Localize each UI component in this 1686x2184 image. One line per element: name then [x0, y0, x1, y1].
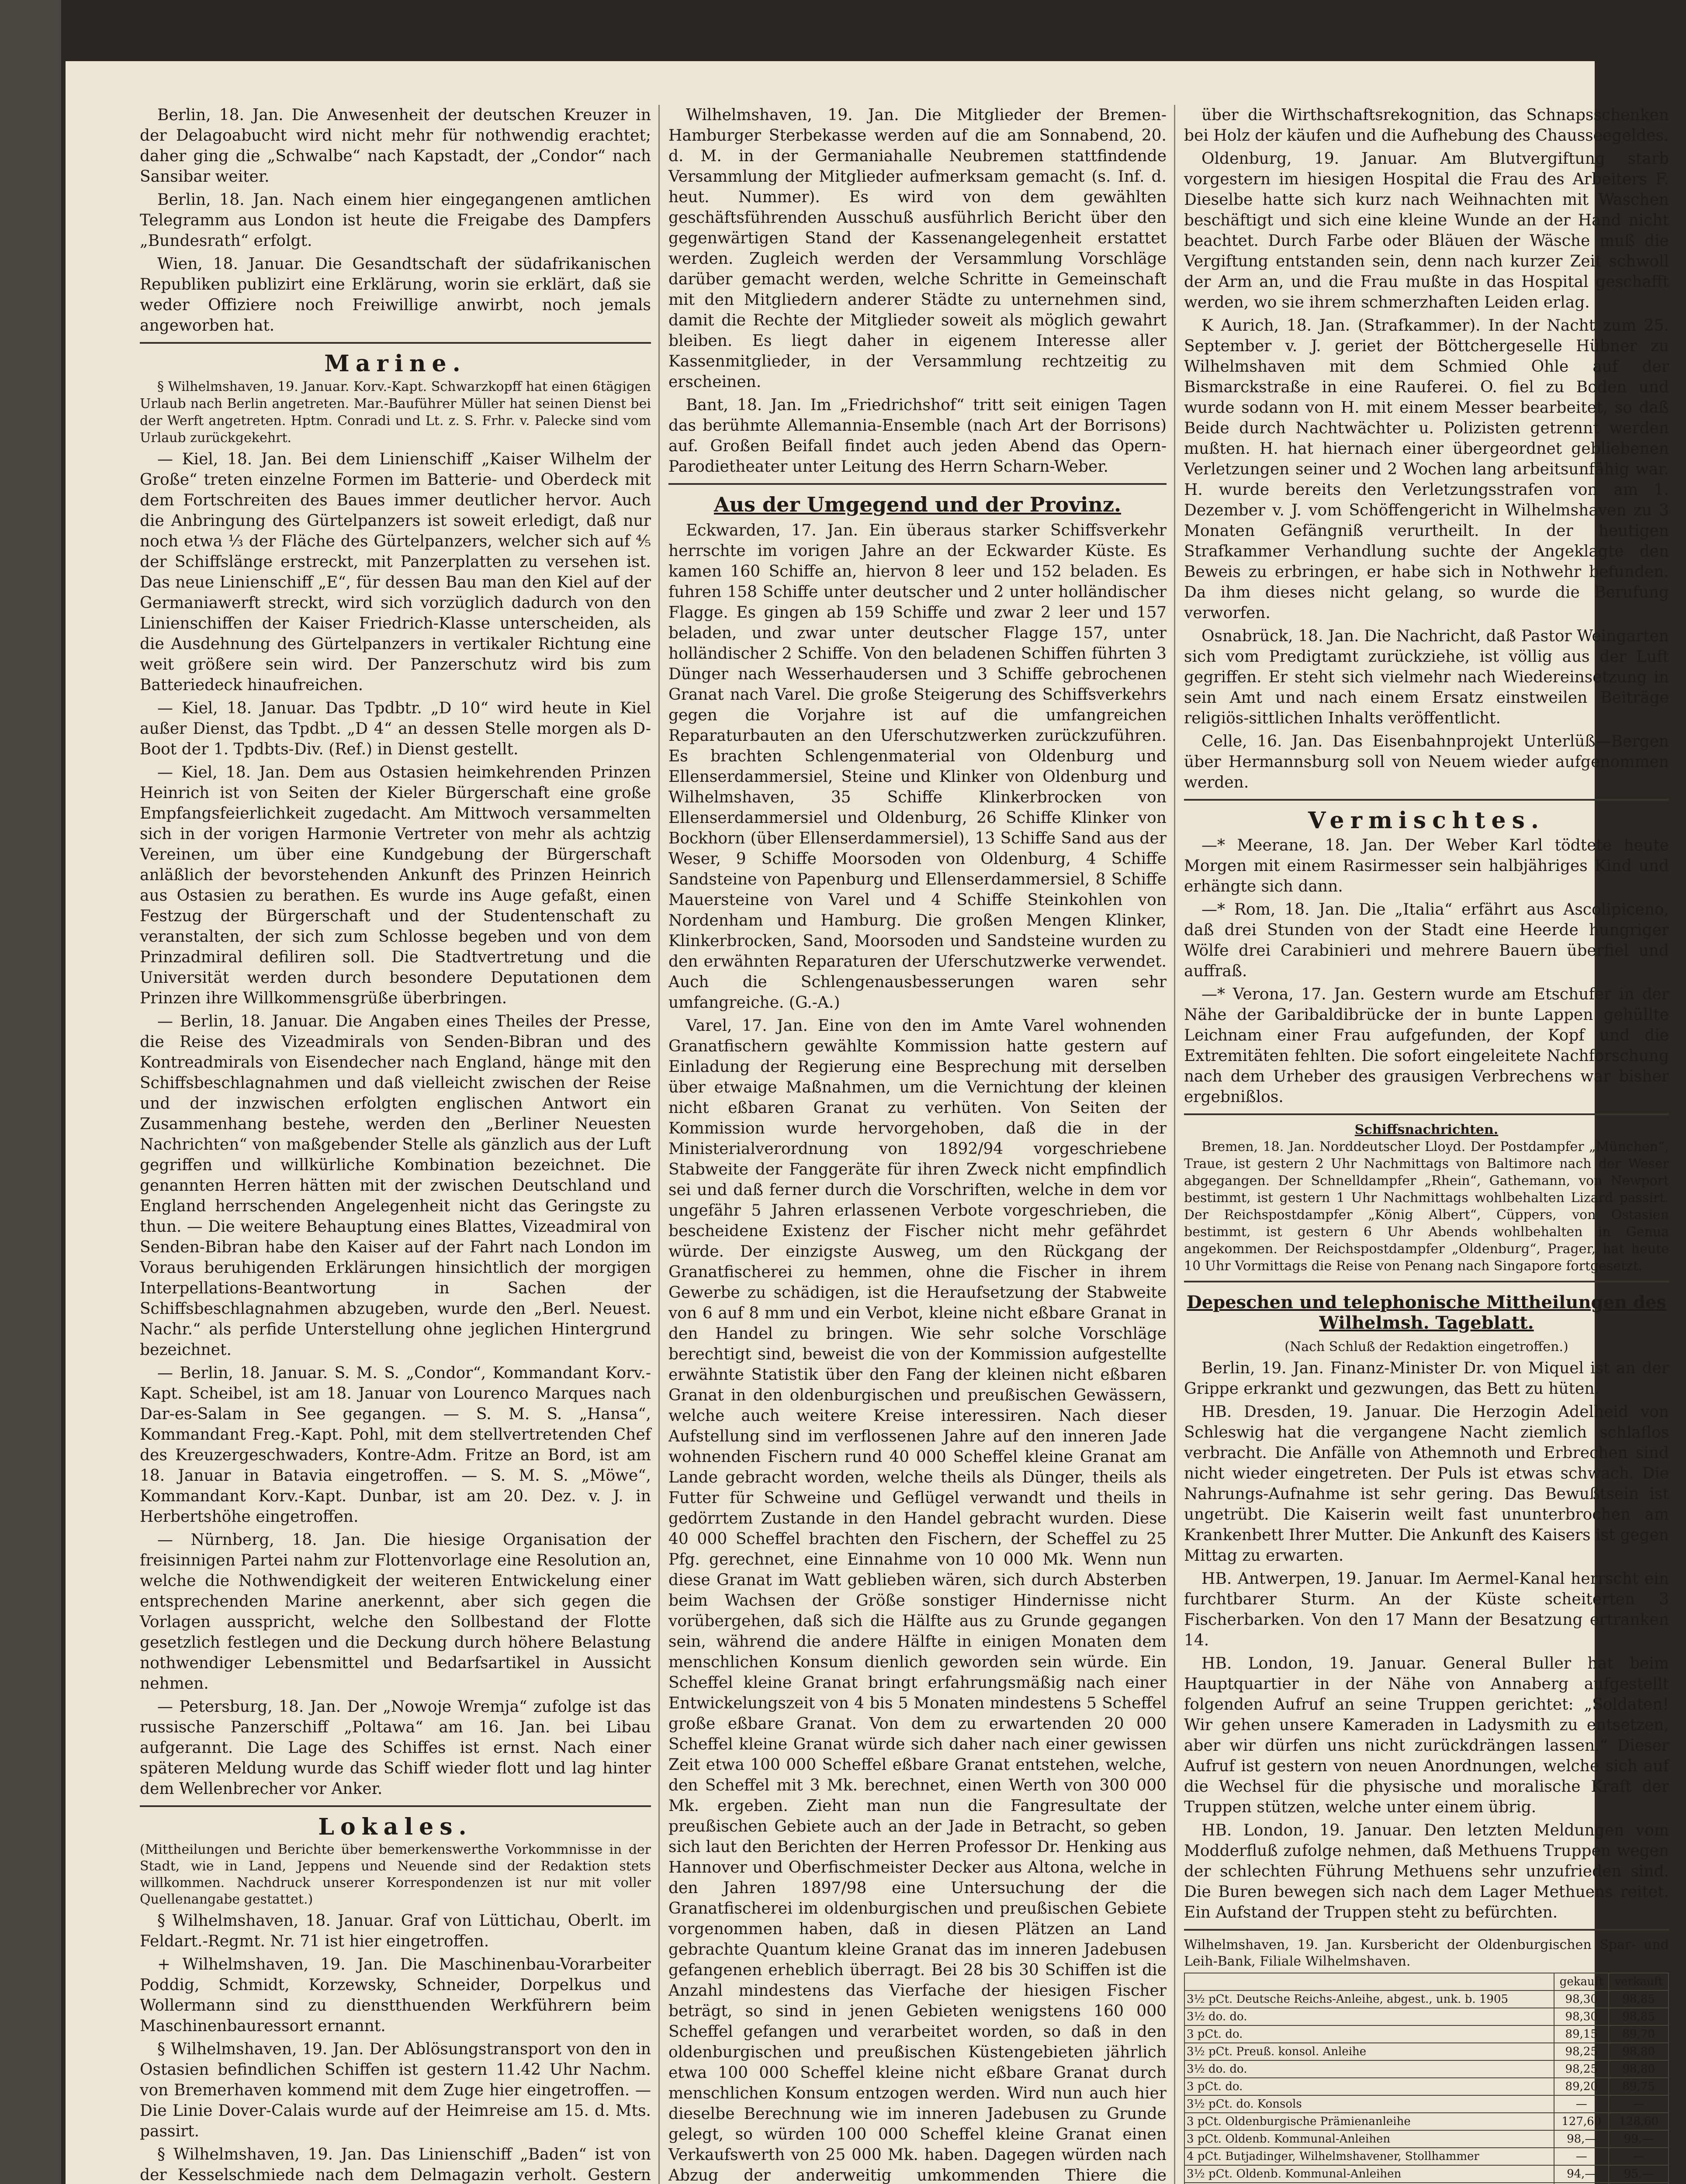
- article: — Berlin, 18. Januar. S. M. S. „Condor“, Kommandant Korv.-Kapt. Scheibel, ist am 18. Januar von Lourenco Marques nach Dar-es-Salam in See gegangen. — S. M. S. „Hansa“, Kommandant Freg.-Kapt. Pohl, mit dem stellvertretenden Chef des Kreuzergeschwaders, Kontre-Adm. Fritze an Bord, ist am 18. Januar in Batavia eingetroffen. — S. M. S. „Möwe“, Kommandant Korv.-Kapt. Dunbar, ist am 20. Dez. v. J. in Herbertshöhe eingetroffen.: [140, 1364, 651, 1526]
- article: —* Rom, 18. Jan. Die „Italia“ erfährt aus Ascolipiceno, daß drei Stunden von der Stadt eine Heerde hungriger Wölfe drei Carabinieri und mehrere Bauern überfiel und auffraß.: [1184, 901, 1669, 980]
- column-2: [668, 105, 1167, 2184]
- section-heading-marine: Marine.: [324, 350, 467, 377]
- article: § Wilhelmshaven, 19. Januar. Korv.-Kapt. Schwarzkopff hat einen 6tägigen Urlaub nach Berlin angetreten. Mar.-Bauführer Müller hat seinen Dienst bei der Werft angetreten. Hptm. Conradi und Lt. z. S. Frhr. v. Palecke sind vom Urlaub zurückgekehrt.: [140, 379, 651, 446]
- bank-rate-row: [1184, 2025, 1669, 2043]
- article: Osnabrück, 18. Jan. Die Nachricht, daß Pastor Weingarten sich vom Predigtamt zurückziehe, ist völlig aus der Luft gegriffen. Er steht sich vielmehr nach Wiedereinsetzung in sein Amt und nach einem Ersatz einstweilen Beiträge religiös-sittlichen Inhalts veröffentlicht.: [1184, 627, 1669, 727]
- article: § Wilhelmshaven, 18. Januar. Graf von Lüttichau, Oberlt. im Feldart.-Regmt. Nr. 71 ist hier eingetroffen.: [140, 1912, 651, 1950]
- article: über die Wirthschaftsrekognition, das Schnapsschenken bei Holz der käufen und die Aufhebung des Chausseegeldes.: [1184, 106, 1669, 145]
- article: § Wilhelmshaven, 19. Jan. Das Linienschiff „Baden“ ist von der Kesselschmiede nach dem Delmagazin verholt. Gestern: [140, 2146, 651, 2184]
- table-cell: 3½ do. do.: [1184, 2060, 1554, 2078]
- table-cell: 98,30: [1554, 2008, 1609, 2025]
- divider: [668, 483, 1167, 485]
- divider: [1184, 1113, 1669, 1115]
- table-cell: 128,60: [1609, 2113, 1669, 2130]
- article: HB. London, 19. Januar. General Buller hat beim Hauptquartier in der Nähe von Annaberg aufgestellt folgenden Aufruf an seine Truppen gerichtet: „Soldaten! Wir gehen unsere Kameraden in Ladysmith zu entsetzen, aber wir dürfen uns nicht zurückdrängen lassen.“ Dieser Aufruf ist gestern von neuen Anordnungen, welche sich auf die Wechsel für die physische und moralische Kraft der Truppen stützen, welche unter einem übrig.: [1184, 1655, 1669, 1816]
- section-heading-vermischtes: Vermischtes.: [1308, 807, 1545, 834]
- table-header-cell: gekauft: [1554, 1973, 1609, 1990]
- article: Berlin, 19. Jan. Finanz-Minister Dr. von Miquel ist an der Grippe erkrankt und gezwungen, das Bett zu hüten.: [1184, 1359, 1669, 1398]
- column-1: [140, 105, 651, 2184]
- article: Celle, 16. Jan. Das Eisenbahnprojekt Unterlüß—Bergen über Hermannsburg soll von Neuem wieder aufgenommen werden.: [1184, 733, 1669, 791]
- table-cell: 98,85: [1609, 2008, 1669, 2025]
- article: — Nürnberg, 18. Jan. Die hiesige Organisation der freisinnigen Partei nahm zur Flottenvorlage eine Resolution an, welche die Nothwendigkeit der weiteren Entwickelung einer entsprechenden Marine anerkennt, aber sich gegen die Vorlagen ausspricht, welche den Sollbestand der Flotte gesetzlich festlegen und die Deckung durch höhere Belastung nothwendiger Lebensmittel und Bedarfsartikel in Aussicht nehmen.: [140, 1531, 651, 1693]
- table-cell: 3½ pCt. Oldenb. Kommunal-Anleihen: [1184, 2165, 1554, 2183]
- article: Oldenburg, 19. Januar. Am Blutvergiftung starb vorgestern im hiesigen Hospital die Frau des Arbeiters F. Dieselbe hatte sich kurz nach Weihnachten mit Waschen beschäftigt und sich eine kleine Wunde an der Hand nicht beachtet. Durch Farbe oder Bläuen der Wäsche muß die Vergiftung entstanden sein, denn nach kurzer Zeit schwoll der Arm an, und die Frau mußte in das Hospital geschafft werden, wo sie ihrem schmerzhaften Leiden erlag.: [1184, 150, 1669, 311]
- article: Berlin, 18. Jan. Die Anwesenheit der deutschen Kreuzer in der Delagoabucht wird nicht mehr für nothwendig erachtet; daher ging die „Schwalbe“ nach Kapstadt, der „Condor“ nach Sansibar weiter.: [140, 106, 651, 186]
- article: — Berlin, 18. Januar. Die Angaben eines Theiles der Presse, die Reise des Vizeadmirals von Senden-Bibran und des Kontreadmirals von Eisendecher nach England, hänge mit den Schiffsbeschlagnahmen und daß vielleicht zwischen der Reise und der inzwischen erfolgten englischen Antwort ein Zusammenhang bestehe, werden den „Berliner Neuesten Nachrichten“ von maßgebender Stelle als gänzlich aus der Luft gegriffen und willkürliche Kombination bezeichnet. Die genannten Herren hätten mit der zwischen Deutschland und England herrschenden Angelegenheit nicht das Geringste zu thun. — Die weitere Behauptung eines Blattes, Vizeadmiral von Senden-Bibran habe den Kaiser auf der Fahrt nach London im Voraus beruhigenden Erklärungen hinsichtlich der morgigen Interpellations-Beantwortung in Sachen der Schiffsbeschlagnahmen abzugeben, wurde den „Berl. Neuest. Nachr.“ als perfide Unterstellung ohne jeglichen Hintergrund bezeichnet.: [140, 1013, 651, 1359]
- divider: [1184, 799, 1669, 801]
- table-cell: 89,15: [1554, 2025, 1609, 2043]
- table-cell: —: [1554, 2148, 1609, 2165]
- column-rule: [658, 105, 660, 2184]
- article: Bremen, 18. Jan. Norddeutscher Lloyd. Der Postdampfer „München“, Traue, ist gestern 2 Uhr Nachmittags von Baltimore nach der Weser abgegangen. Der Schnelldampfer „Rhein“, Gathemann, von Newport bestimmt, ist gestern 1 Uhr Nachmittags wohlbehalten Lizard passirt. Der Reichspostdampfer „König Albert“, Cüppers, von Ostasien bestimmt, ist gestern 6 Uhr Abends wohlbehalten in Genua angekommen. Der Reichspostdampfer „Oldenburg“, Prager, hat heute 10 Uhr Vormittags die Reise von Penang nach Singapore fortgesetzt.: [1184, 1139, 1669, 1274]
- table-cell: 89,75: [1609, 2078, 1669, 2095]
- table-header-cell: verkauft: [1609, 1973, 1669, 1990]
- table-cell: 98,80: [1609, 2060, 1669, 2078]
- divider: [1184, 1929, 1669, 1931]
- bank-rate-row: [1184, 2060, 1669, 2078]
- table-cell: 3½ do. do.: [1184, 2008, 1554, 2025]
- article: Wilhelmshaven, 19. Jan. Die Mitglieder der Bremen-Hamburger Sterbekasse werden auf die am Sonnabend, 20. d. M. in der Germaniahalle Neubremen stattfindende Versammlung der Mitglieder aufmerksam gemacht (s. Inf. d. heut. Nummer). Es wird von dem gewählten geschäftsführenden Ausschuß ausführlich Bericht über den gegenwärtigen Stand der Kassenangelegenheit erstattet werden. Zugleich werden der Versammlung Vorschläge darüber gemacht werden, welche Schritte in Gemeinschaft mit den Mitgliedern anderer Städte zu unternehmen sind, damit die Rechte der Mitglieder soweit als möglich gewahrt bleiben. Es liegt daher in eigenem Interesse aller Kassenmitglieder, in der Versammlung rechtzeitig zu erscheinen.: [668, 106, 1167, 391]
- bank-rate-row: [1184, 2130, 1669, 2148]
- article: — Kiel, 18. Jan. Bei dem Linienschiff „Kaiser Wilhelm der Große“ treten einzelne Formen im Batterie- und Oberdeck mit dem Fortschreiten des Baues immer deutlicher hervor. Auch die Anbringung des Gürtelpanzers ist soweit erledigt, daß nur noch etwa ⅓ der Fläche des Gürtelpanzers, welcher sich auf ⅘ der Schiffslänge erstreckt, mit Panzerplatten zu versehen ist. Das neue Linienschiff „E“, für dessen Bau man den Kiel auf der Germaniawerft streckt, wird sich vorzüglich dadurch von den Linienschiffen der Kaiser Friedrich-Klasse unterscheiden, als die Ausdehnung des Gürtelpanzers in vertikaler Richtung eine weit größere sein wird. Der Panzerschutz wird bis zum Batteriedeck hinaufreichen.: [140, 450, 651, 694]
- table-cell: 89,70: [1609, 2025, 1669, 2043]
- bank-rate-row: [1184, 2008, 1669, 2025]
- article: K Aurich, 18. Jan. (Strafkammer). In der Nacht zum 25. September v. J. geriet der Böttchergeselle Hübner zu Wilhelmshaven mit dem Schmied Ohle auf der Bismarckstraße in eine Rauferei. O. fiel zu Boden und wurde sodann von H. mit einem Messer bearbeitet, so daß Beide durch Nachtwächter u. Polizisten getrennt werden mußten. H. hat hiernach einer übergeordnet gebliebenen Verletzungen seiner und 2 Wochen lang arbeitsunfähig war. H. wurde bereits den Verletzungsstrafen von am 1. Dezember v. J. vom Schöffengericht in Wilhelmshaven zu 3 Monaten Gefängniß verurtheilt. In der heutigen Strafkammer Verhandlung suchte der Angeklagte den Beweis zu erbringen, er habe sich in Nothwehr befunden. Da ihm dieses nicht gelang, so wurde die Berufung verworfen.: [1184, 317, 1669, 622]
- bank-rate-row: [1184, 2043, 1669, 2060]
- article: Wien, 18. Januar. Die Gesandtschaft der südafrikanischen Republiken publizirt eine Erklärung, worin sie erklärt, daß sie weder Offiziere noch Freiwillige anwirbt, noch jemals angeworben hat.: [140, 255, 651, 335]
- table-cell: 3½ pCt. do. Konsols: [1184, 2095, 1554, 2113]
- table-cell: 3½ pCt. Deutsche Reichs-Anleihe, abgest., unk. b. 1905: [1184, 1990, 1554, 2008]
- bank-rate-row: [1184, 2148, 1669, 2165]
- divider: [140, 1805, 651, 1807]
- table-cell: 89,20: [1554, 2078, 1609, 2095]
- table-cell: 127,60: [1554, 2113, 1609, 2130]
- article: HB. London, 19. Januar. Den letzten Meldungen vom Modderfluß zufolge nehmen, daß Methuens Truppen wegen der schlechten Führung Methuens sehr unzufrieden sind. Die Buren bewegen sich nach dem Lager Methuens reitet. Ein Aufstand der Truppen steht zu befürchten.: [1184, 1821, 1669, 1921]
- table-cell: 3½ pCt. Preuß. konsol. Anleihe: [1184, 2043, 1554, 2060]
- article: HB. Dresden, 19. Januar. Die Herzogin Adelheid von Schleswig hat die vergangene Nacht ziemlich schlaflos verbracht. Die Anfälle von Athemnoth und Erbrechen sind nicht wieder eingetreten. Der Puls ist etwas schwach. Die Nahrungs-Aufnahme ist sehr gering. Das Bewußtsein ist ungetrübt. Die Kaiserin weilt fast ununterbrochen am Krankenbett Ihrer Mutter. Die Ankunft des Kaisers ist gegen Mittag zu erwarten.: [1184, 1403, 1669, 1565]
- table-cell: 94,—: [1554, 2165, 1609, 2183]
- table-cell: 98,25: [1554, 2043, 1609, 2060]
- article: —* Meerane, 18. Jan. Der Weber Karl tödtete heute Morgen mit einem Rasirmesser sein halbjähriges Kind und erhängte sich dann.: [1184, 836, 1669, 895]
- table-cell: 98,25: [1554, 2060, 1609, 2078]
- section-heading-depeschen: Depeschen und telephonische Mittheilungen des Wilhelmsh. Tageblatt.: [1187, 1292, 1666, 1333]
- table-cell: 98,80: [1609, 2043, 1669, 2060]
- bank-rate-row: [1184, 2095, 1669, 2113]
- article: + Wilhelmshaven, 19. Jan. Die Maschinenbau-Vorarbeiter Poddig, Schmidt, Korzewsky, Schneider, Dorpelkus und Wollermann sind zu dienstthuenden Werkführern beim Maschinenbauressort ernannt.: [140, 1956, 651, 2035]
- article: Berlin, 18. Jan. Nach einem hier eingegangenen amtlichen Telegramm aus London ist heute die Freigabe des Dampfers „Bundesrath“ erfolgt.: [140, 191, 651, 250]
- table-cell: 3 pCt. do.: [1184, 2078, 1554, 2095]
- bank-rate-row: [1184, 2078, 1669, 2095]
- table-cell: —: [1554, 2095, 1609, 2113]
- table-cell: 98,85: [1609, 1990, 1669, 2008]
- table-cell: 4 pCt. Butjadinger, Wilhelmshavener, Stollhammer: [1184, 2148, 1554, 2165]
- bank-rate-row: [1184, 2113, 1669, 2130]
- table-cell: 3 pCt. Oldenb. Kommunal-Anleihen: [1184, 2130, 1554, 2148]
- divider: [140, 342, 651, 344]
- table-cell: 3 pCt. do.: [1184, 2025, 1554, 2043]
- article: Eckwarden, 17. Jan. Ein überaus starker Schiffsverkehr herrschte im vorigen Jahre an der Eckwarder Küste. Es kamen 160 Schiffe an, hiervon 8 leer und 152 beladen. Es fuhren 158 Schiffe unter deutscher und 2 unter holländischer Flagge. Es gingen ab 159 Schiffe und zwar 2 leer und 157 beladen, und zwar unter deutscher Flagge 157, unter holländischer 2 Schiffe. Von den beladenen Schiffen führten 3 Dünger nach Wesserhaudersen und 3 Schiffe gebrochenen Granat nach Varel. Die große Steigerung des Schiffsverkehrs gegen die Vorjahre ist auf die umfangreichen Reparaturbauten an den Uferschutzwerken zurückzuführen. Es brachten Schlengenmaterial von Oldenburg und Ellenserdammersiel, Steine und Klinker von Oldenburg und Wilhelmshaven, 35 Schiffe Klinkerbrocken von Ellenserdammersiel und Oldenburg, 26 Schiffe Klinker von Bockhorn (über Ellenserdammersiel), 13 Schiffe Sand aus der Weser, 9 Schiffe Moorsoden von Oldenburg, 4 Schiffe Sandsteine von Papenburg und Ellenserdammersiel, 8 Schiffe Mauersteine von Varel und 4 Schiffe Steinkohlen von Nordenham und Hamburg. Die großen Mengen Klinker, Klinkerbrocken, Sand, Moorsoden und Sandsteine wurden zu den erwähnten Reparaturen der Uferschutzwerke verwendet. Auch die Schlengenausbesserungen waren sehr umfangreiche. (G.-A.): [668, 522, 1167, 1012]
- article: HB. Antwerpen, 19. Januar. Im Aermel-Kanal herrscht ein furchtbarer Sturm. An der Küste scheiterten 3 Fischerbarken. Von den 17 Mann der Besatzung ertranken 14.: [1184, 1570, 1669, 1649]
- bank-rates-table: [1184, 1973, 1669, 2184]
- section-heading-lokales: Lokales.: [318, 1814, 473, 1840]
- column-3: [1184, 105, 1669, 2184]
- table-cell: 98,30: [1554, 1990, 1609, 2008]
- binding-margin: [0, 0, 61, 2184]
- article: Bant, 18. Jan. Im „Friedrichshof“ tritt seit einigen Tagen das berühmte Allemannia-Ensemble (nach Art der Borrisons) auf. Großen Beifall findet auch jeden Abend das Opern-Parodietheater unter Leitung des Herrn Scharn-Weber.: [668, 396, 1167, 476]
- article: § Wilhelmshaven, 19. Jan. Der Ablösungstransport von den in Ostasien befindlichen Schiffen ist gestern 11.42 Uhr Nachm. von Bremerhaven kommend mit dem Zuge hier eingetroffen. — Die Linie Dover-Calais wurde auf der Heimreise am 15. d. Mts. passirt.: [140, 2040, 651, 2140]
- article: —* Verona, 17. Jan. Gestern wurde am Etschufer in der Nähe der Garibaldibrücke der in bunte Lappen gehüllte Leichnam einer Frau aufgefunden, der Kopf und die Extremitäten fehlten. Die sofort eingeleitete Nachforschung nach dem Urheber des grausigen Verbrechens war bisher ergebnißlos.: [1184, 985, 1669, 1106]
- article: — Kiel, 18. Jan. Dem aus Ostasien heimkehrenden Prinzen Heinrich ist von Seiten der Kieler Bürgerschaft eine große Empfangsfeierlichkeit zugedacht. Am Mittwoch versammelten sich in der vorigen Harmonie Vertreter von mehr als achtzig Vereinen, um über eine Kundgebung der Bürgerschaft anläßlich der bevorstehenden Ankunft des Prinzen Heinrich aus Ostasien zu berathen. Es wurde ins Auge gefaßt, einen Festzug der Bürgerschaft und der Studentenschaft zu veranstalten, der sich zum Schlosse begeben und von dem Prinzadmiral defiliren soll. Die Stadtvertretung und die Universität werden durch besondere Deputationen dem Prinzen ihre Willkommensgrüße überbringen.: [140, 764, 651, 1007]
- bank-rate-row: [1184, 1990, 1669, 2008]
- section-heading-schiffsnachrichten: Schiffsnachrichten.: [1354, 1122, 1499, 1137]
- column-rule: [1174, 105, 1175, 2184]
- bank-report-title: Wilhelmshaven, 19. Jan. Kursbericht der Oldenburgischen Spar- und Leih-Bank, Filiale Wilhelmshaven.: [1184, 1937, 1669, 1969]
- table-cell: 3 pCt. Oldenburgische Prämienanleihe: [1184, 2113, 1554, 2130]
- table-header-cell: [1184, 1973, 1554, 1990]
- divider: [1184, 1281, 1669, 1282]
- editorial-note: (Nach Schluß der Redaktion eingetroffen.): [1284, 1339, 1568, 1355]
- bank-rate-row: [1184, 2165, 1669, 2183]
- table-cell: 95,—: [1609, 2165, 1669, 2183]
- section-heading-provinz: Aus der Umgegend und der Provinz.: [713, 493, 1122, 516]
- table-cell: —: [1609, 2148, 1669, 2165]
- editorial-note: (Mittheilungen und Berichte über bemerkenswerthe Vorkommnisse in der Stadt, wie in Land, Jeppens und Neuende sind der Redaktion stets willkommen. Nachdruck unserer Korrespondenzen ist nur mit voller Quellenangabe gestattet.): [140, 1842, 651, 1907]
- table-cell: 98,—: [1554, 2130, 1609, 2148]
- article: Varel, 17. Jan. Eine von den im Amte Varel wohnenden Granatfischern gewählte Kommission hatte gestern auf Einladung der Regierung eine Besprechung mit derselben über etwaige Maßnahmen, um die Vernichtung der kleinen nicht eßbaren Granat zu verhüten. Von Seiten der Kommission wurde hervorgehoben, daß die in der Ministerialverordnung von 1892/94 vorgeschriebene Stabweite der Fanggeräte für ihren Zweck nicht empfindlich sei und daß ferner durch die Vorschriften, welche in dem vor ungefähr 5 Jahren erlassenen Verbote vorgeschrieben, die bescheidene Existenz der Fischer nicht mehr gefährdet würde. Der einzigste Ausweg, um den Rückgang der Granatfischerei zu hemmen, ohne die Fischer in ihrem Gewerbe zu schädigen, ist die Heraufsetzung der Stabweite von 6 auf 8 mm und ein Verbot, kleine nicht eßbare Granat in den Handel zu bringen. Wie sehr solche Vorschläge berechtigt sind, beweist die von der Kommission aufgestellte erwähnte Statistik über den Fang der kleinen nicht eßbaren Granat in den oldenburgischen und preußischen Gewässern, welche auch weitere Kreise interessiren. Nach dieser Aufstellung sind im verflossenen Jahre auf den inneren Jade wohnenden Fischern rund 40 000 Scheffel kleine Granat am Lande gebracht worden, welche theils als Dünger, theils als Futter für Schweine und Geflügel verwandt und theils in gedörrtem Zustande in den Handel gebracht wurden. Diese 40 000 Scheffel brachten den Fischern, der Scheffel zu 25 Pfg. gerechnet, eine Einnahme von 10 000 Mk. Wenn nun diese Granat im Watt geblieben wären, sich durch Absterben beim Wachsen der Größe sonstiger Hindernisse nicht vorübergehen, daß sich die Hälfte aus zu Grunde gegangen sein, während die andere Hälfte in einigen Monaten dem menschlichen Konsum dienlich geworden sein würde. Ein Scheffel kleine Granat bringt erfahrungsmäßig nach einer Entwickelungszeit von 4 bis 5 Monaten mindestens 5 Scheffel große eßbare Granat. Von dem zu erwartenden 20 000 Scheffel kleine Granat würde sich daher nach einer gewissen Zeit etwa 100 000 Scheffel eßbare Granat entstehen, welche, den Scheffel mit 3 Mk. berechnet, einen Werth von 300 000 Mk. ergeben. Zieht man nun die Fangresultate der preußischen Gebiete auch an der Jade in Betracht, so geben sich laut den Berichten der Herren Professor Dr. Henking aus Hannover und Oberfischmeister Decker aus Altona, welche in den Jahren 1897/98 eine Untersuchung der die Granatfischerei im oldenburgischen und preußischen Gebiete vorgenommen haben, daß in diesen Plätzen an Land gebrachte Quantum kleine Granat das im inneren Jadebusen gefangenen erheblich überragt. Bei 28 bis 30 Schiffen ist die Anzahl mindestens das Vierfache der hiesigen Fischer beträgt, so sind in jenen Gebieten wenigstens 160 000 Scheffel gefangen und verarbeitet worden, so daß in den oldenburgischen und preußischen Küstengebieten jährlich etwa 100 000 Scheffel kleine nicht eßbare Granat durch menschlichen Konsum entzogen werden. Wird nun auch hier dieselbe Berechnung wie im inneren Jadebusen zu Grunde gelegt, so würden 100 000 Scheffel kleine Granat einen Verkaufswerth von 25 000 Mk. haben. Dagegen würden nach Abzug der anderweitig umkommenden Thiere die: [668, 1017, 1167, 2184]
- article: — Petersburg, 18. Jan. Der „Nowoje Wremja“ zufolge ist das russische Panzerschiff „Poltawa“ am 16. Jan. bei Libau aufgerannt. Die Lage des Schiffes ist ernst. Nach einer späteren Meldung wurde das Schiff wieder flott und lag hinter dem Wellenbrecher vor Anker.: [140, 1698, 651, 1798]
- article: — Kiel, 18. Januar. Das Tpdbtr. „D 10“ wird heute in Kiel außer Dienst, das Tpdbt. „D 4“ an dessen Stelle morgen als D-Boot der 1. Tpdbts-Div. (Ref.) in Dienst gestellt.: [140, 699, 651, 758]
- table-cell: 99,—: [1609, 2130, 1669, 2148]
- table-cell: —: [1609, 2095, 1669, 2113]
- newspaper-page: [66, 61, 1669, 2184]
